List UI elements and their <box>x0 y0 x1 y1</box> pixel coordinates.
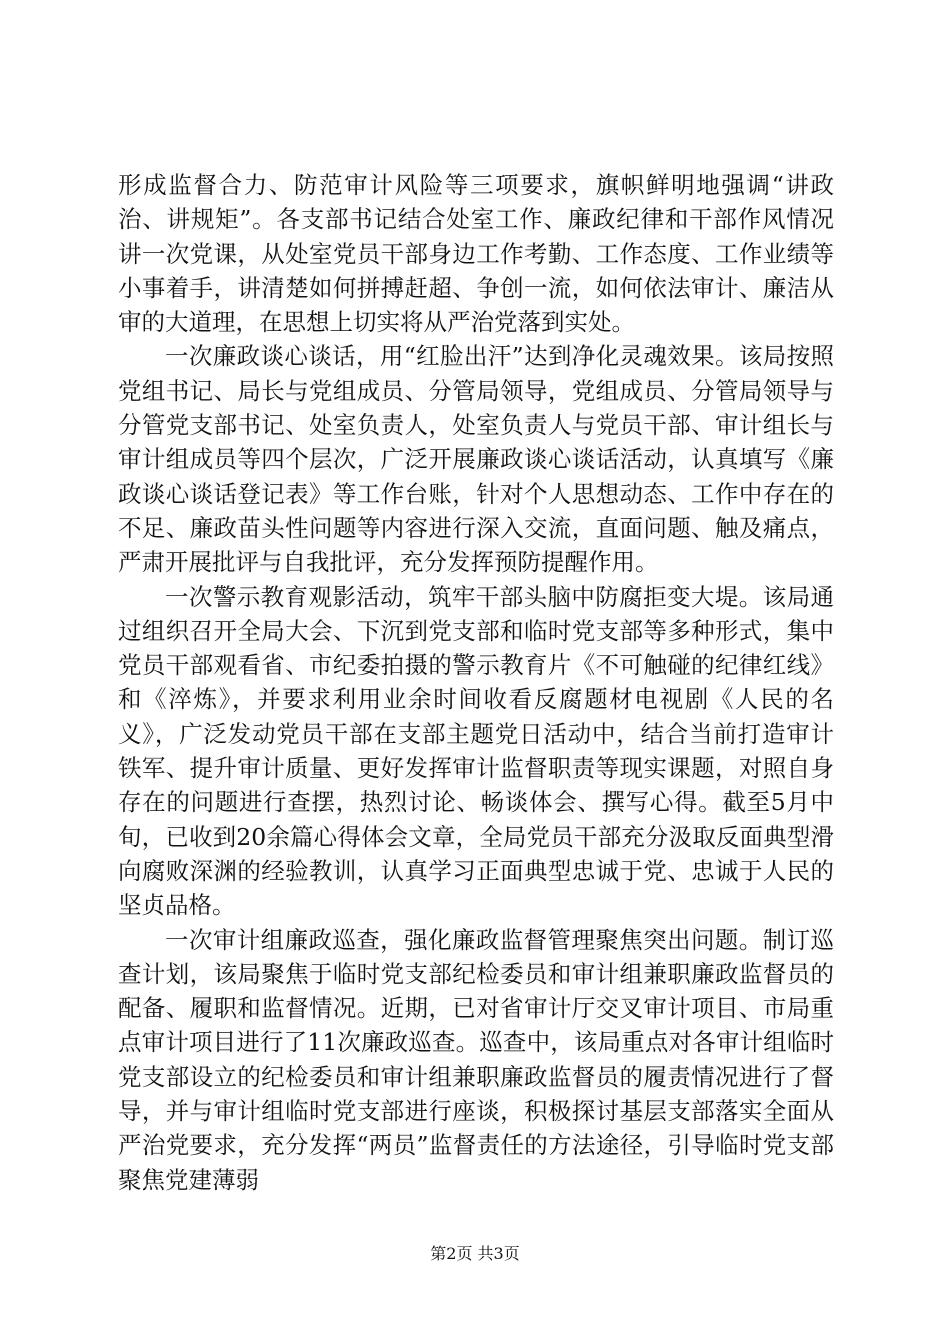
paragraph-4: 一次审计组廉政巡查，强化廉政监督管理聚焦突出问题。制订巡查计划，该局聚焦于临时党支部纪检委员和审计组兼职廉政监督员的配备、履职和监督情况。近期，已对省审计厅交叉审计项目、市局重点审计项目进行了11次廉政巡查。巡查中，该局重点对各审计组临时党支部设立的纪检委员和审计组兼职廉政监督员的履责情况进行了督导，并与审计组临时党支部进行座谈，积极探讨基层支部落实全面从严治党要求，充分发挥“两员”监督责任的方法途径，引导临时党支部聚焦党建薄弱 <box>118 925 834 1194</box>
body-text <box>118 168 834 1197</box>
paragraph-3: 一次警示教育观影活动，筑牢干部头脑中防腐拒变大堤。该局通过组织召开全局大会、下沉到党支部和临时党支部等多种形式，集中党员干部观看省、市纪委拍摄的警示教育片《不可触碰的纪律红线》和《淬炼》，并要求利用业余时间收看反腐题材电视剧《人民的名义》，广泛发动党员干部在支部主题党日活动中，结合当前打造审计铁军、提升审计质量、更好发挥审计监督职责等现实课题，对照自身存在的问题进行查摆，热烈讨论、畅谈体会、撰写心得。截至5月中旬，已收到20余篇心得体会文章，全局党员干部充分汲取反面典型滑向腐败深渊的经验教训，认真学习正面典型忠诚于党、忠诚于人民的坚贞品格。 <box>118 582 834 920</box>
page-footer: 第2页 共3页 <box>430 1244 520 1263</box>
paragraph-2: 一次廉政谈心谈话，用“红脸出汗”达到净化灵魂效果。该局按照党组书记、局长与党组成员、分管局领导，党组成员、分管局领导与分管党支部书记、处室负责人，处室负责人与党员干部、审计组长与审计组成员等四个层次，广泛开展廉政谈心谈话活动，认真填写《廉政谈心谈话登记表》等工作台账，针对个人思想动态、工作中存在的不足、廉政苗头性问题等内容进行深入交流，直面问题、触及痛点，严肃开展批评与自我批评，充分发挥预防提醒作用。 <box>118 342 834 577</box>
paragraph-1: 形成监督合力、防范审计风险等三项要求，旗帜鲜明地强调“讲政治、讲规矩”。各支部书记结合处室工作、廉政纪律和干部作风情况讲一次党课，从处室党员干部身边工作考勤、工作态度、工作业绩等小事着手，讲清楚如何拼搏赶超、争创一流，如何依法审计、廉洁从审的大道理，在思想上切实将从严治党落到实处。 <box>118 171 834 337</box>
